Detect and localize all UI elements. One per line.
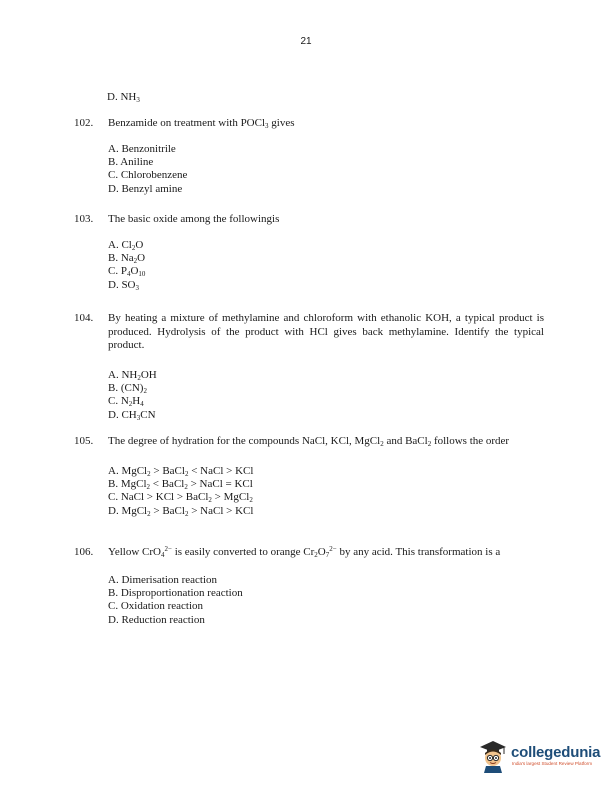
question-number: 102. bbox=[74, 117, 94, 129]
option-d: D. Benzyl amine bbox=[108, 182, 183, 195]
question-number: 105. bbox=[74, 435, 94, 447]
question-text: The degree of hydration for the compounds NaCl, KCl, MgCl$_2$ and BaCl$_2$ follows the order bbox=[108, 435, 510, 448]
option-d: D. Reduction reaction bbox=[108, 613, 205, 626]
option-d: D. $SO_3$ bbox=[108, 278, 140, 292]
option-b: B. Disproportionation reaction bbox=[108, 586, 243, 599]
option-list bbox=[108, 143, 544, 197]
logo-brand-text: collegedunia bbox=[511, 744, 601, 761]
question-number: 106. bbox=[74, 546, 94, 558]
question-number: 103. bbox=[74, 213, 94, 225]
option-c: C. Oxidation reaction bbox=[108, 600, 204, 613]
option-c: C. $N_2H_4$ bbox=[108, 395, 144, 409]
question-text: Yellow CrO$_4^{2-}$ is easily converted to orange $Cr_2O_7^{2-}$ by any acid. This transformation is a bbox=[108, 545, 501, 559]
option-b: B. Aniline bbox=[108, 155, 154, 168]
question-text: The basic oxide among the followingis bbox=[108, 213, 280, 225]
logo-tagline: India's largest Student Review Platform bbox=[512, 761, 593, 766]
option-c: C. Chlorobenzene bbox=[108, 169, 188, 182]
option-list bbox=[108, 239, 544, 293]
option-a: A. Dimerisation reaction bbox=[108, 573, 218, 586]
option-list bbox=[108, 465, 544, 519]
question-102 bbox=[74, 117, 544, 196]
option-b: B. $(CN)_2$ bbox=[108, 381, 147, 395]
option-a: A. $Cl_2O$ bbox=[108, 238, 144, 252]
question-text: By heating a mixture of methylamine and chloroform with ethanolic KOH, a typical product is produced. Hydrolysis of the product with HCl gives back methylamine. Identify the typical product. bbox=[108, 312, 544, 351]
option-a: A. MgCl$_2$ > BaCl$_2$ < NaCl > KCl bbox=[108, 464, 254, 478]
option-d: D. $CH_3CN$ bbox=[108, 408, 156, 422]
page-number: 21 bbox=[300, 36, 312, 47]
question-text: Benzamide on treatment with POCl$_3$ gives bbox=[108, 117, 295, 130]
question-106 bbox=[74, 546, 544, 627]
question-104 bbox=[74, 312, 544, 422]
option-c: C. NaCl > KCl > BaCl$_2$ > MgCl$_2$ bbox=[108, 491, 253, 505]
option-c: C. $P_4O_{10}$ bbox=[108, 265, 146, 279]
collegedunia-logo bbox=[478, 736, 602, 776]
option-b: B. MgCl$_2$ < BaCl$_2$ > NaCl = KCl bbox=[108, 477, 253, 491]
question-105 bbox=[74, 435, 544, 518]
carryover-option: D. $NH_3$ bbox=[107, 91, 140, 104]
option-d: D. MgCl$_2$ > BaCl$_2$ > NaCl > KCl bbox=[108, 504, 254, 518]
question-number: 104. bbox=[74, 312, 94, 324]
option-a: A. $NH_2OH$ bbox=[108, 368, 157, 382]
option-b: B. $Na_2O$ bbox=[108, 251, 146, 265]
graduate-mascot-icon bbox=[478, 739, 508, 773]
option-list bbox=[108, 369, 544, 423]
option-a: A. Benzonitrile bbox=[108, 142, 176, 155]
option-list bbox=[108, 574, 544, 628]
question-103 bbox=[74, 213, 544, 292]
